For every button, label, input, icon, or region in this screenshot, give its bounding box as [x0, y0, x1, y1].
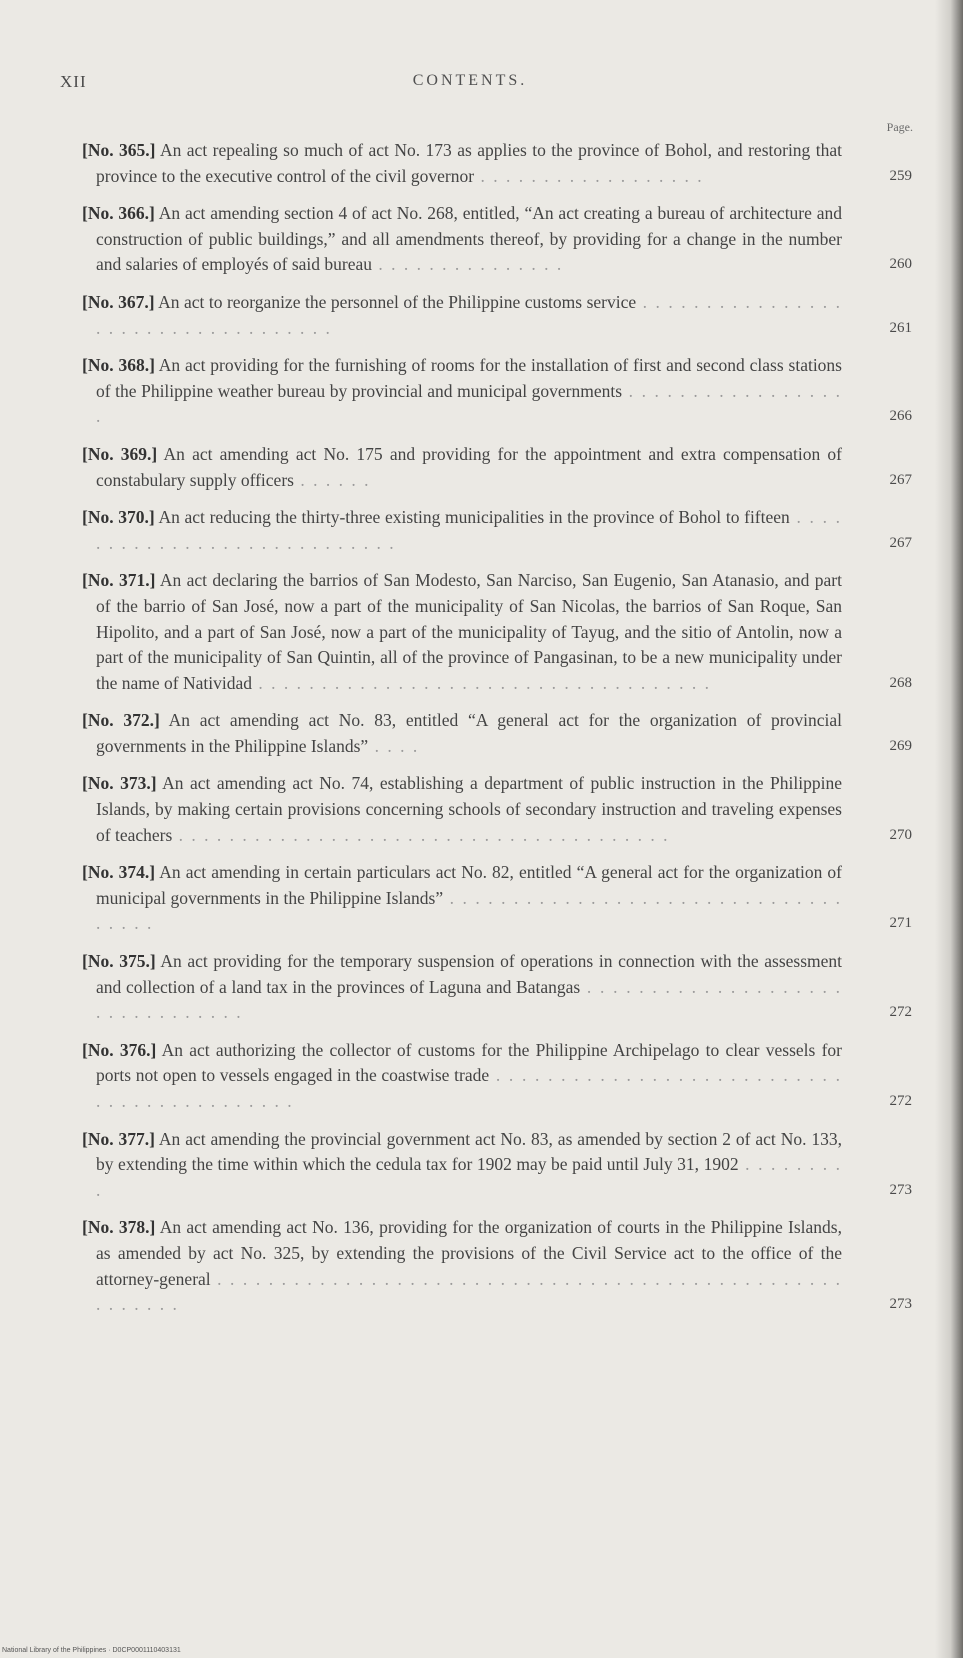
- entry-text: [82, 138, 842, 189]
- act-title: An act amending act No. 74, establishing a department of public instruction in the Philippine Islands, by making certain provisions concerning schools of secondary instruction and traveling expenses of teachers: [96, 773, 842, 845]
- entry-text: [82, 1038, 842, 1115]
- act-title: An act amending act No. 175 and providing for the appointment and extra compensation of constabulary supply officers: [96, 443, 842, 490]
- page-column-label: Page.: [886, 120, 913, 134]
- act-title: An act to reorganize the personnel of the Philippine customs service: [158, 291, 637, 312]
- contents-entry: [82, 138, 912, 189]
- page-number: 271: [889, 915, 912, 932]
- entry-text: [82, 708, 842, 759]
- dot-leaders: . . . . . . . . . . . . . . . . . . . . . . . . . . . . . . . .: [96, 976, 842, 1023]
- act-number: [No. 365.]: [82, 140, 156, 160]
- dot-leaders: . . . . . . . . .: [96, 1154, 842, 1200]
- contents-entry: [82, 708, 912, 759]
- act-title: An act amending section 4 of act No. 268, entitled, “An act creating a bureau of architecture and construction of public buildings,” and all amendments thereof, by providing for a change in the number and salaries of employés of said bureau: [96, 203, 842, 275]
- page-folio: XII: [60, 72, 87, 91]
- act-title: An act providing for the temporary suspension of operations in connection with the assessment and collection of a land tax in the provinces of Laguna and Batangas: [96, 951, 843, 997]
- act-number: [No. 374.]: [82, 862, 156, 883]
- entry-text: [82, 353, 842, 430]
- page-number: 272: [889, 1004, 912, 1021]
- page-number: 269: [889, 737, 912, 754]
- contents-entry: [82, 860, 912, 937]
- dot-leaders: . . . . . . . . . . . . . . . . . . . . . . . . . . . . . . . . . . . .: [252, 672, 711, 693]
- page-number: 273: [889, 1296, 912, 1313]
- entry-text: [82, 1215, 842, 1317]
- contents-entry: [82, 1038, 912, 1115]
- dot-leaders: . . . . . . . . . . . . . . . . . .: [96, 380, 842, 427]
- act-title: An act authorizing the collector of customs for the Philippine Archipelago to clear vessels for ports not open to vessels engaged in the coastwise trade: [96, 1039, 842, 1086]
- entry-text: [82, 290, 842, 341]
- page-number: 267: [889, 534, 912, 551]
- page-number: 270: [889, 826, 912, 843]
- contents-entry: [82, 442, 912, 493]
- page-edge-shadow: [935, 0, 963, 1658]
- act-title: An act amending act No. 136, providing for the organization of courts in the Philippine Islands, as amended by act No. 325, by extending the provisions of the Civil Service act to the office of the attorney-general: [96, 1217, 842, 1289]
- act-title: An act declaring the barrios of San Modesto, San Narciso, San Eugenio, San Atanasio, and part of the barrio of San José, now a part of the municipality of San Nicolas, the barrios of San Roque, San Hipolito, and a part of San José, now a part of the municipality of Tayug, and the sitio of Antolin, now a part of the municipality of San Quintin, all of the province of Pangasinan, to be a new municipality under the name of Natividad: [96, 570, 842, 693]
- page-number: 260: [889, 256, 912, 273]
- contents-entry: [82, 1215, 912, 1317]
- dot-leaders: . . . . . . . . . . . . . . . . . . . . . . . . . . . . . . . . . . .: [96, 291, 842, 338]
- act-title: An act amending act No. 83, entitled “A general act for the organization of provincial governments in the Philippine Islands”: [96, 710, 842, 756]
- contents-entry: [82, 568, 912, 696]
- dot-leaders: . . . . . . . . . . . . . . . . . . . . . . . . . . . . . . . . . . . .: [96, 887, 842, 934]
- act-number: [No. 376.]: [82, 1039, 157, 1060]
- dot-leaders: . . . . . .: [293, 469, 371, 490]
- entry-text: [82, 442, 842, 493]
- dot-leaders: . . . . . . . . . . . . . . . . . . . . . . . . . . . . . . . . . . . . . . .: [172, 824, 670, 845]
- act-number: [No. 372.]: [82, 710, 160, 731]
- contents-list: [82, 138, 912, 1318]
- dot-leaders: . . . . . . . . . . . . . . . . . . . . . . . . . . . .: [96, 507, 842, 553]
- act-number: [No. 369.]: [82, 443, 158, 464]
- dot-leaders: . . . . . . . . . . . . . . . . . .: [474, 165, 704, 186]
- page-number: 273: [889, 1181, 912, 1198]
- page-number: 266: [889, 408, 912, 425]
- dot-leaders: . . . . . . . . . . . . . . . . . . . . . . . . . . . . . . . . . . . . . . . . . . . . . . . . . . . . . . . .: [96, 1268, 842, 1315]
- page-number: 267: [889, 471, 912, 488]
- dot-leaders: . . . . . . . . . . . . . . . . . . . . . . . . . . . . . . . . . . . . . . . . . . .: [96, 1065, 842, 1111]
- act-number: [No. 366.]: [82, 203, 155, 224]
- contents-entry: [82, 771, 912, 848]
- entry-text: [82, 568, 842, 696]
- act-number: [No. 370.]: [82, 507, 155, 528]
- act-title: An act repealing so much of act No. 173 as applies to the province of Bohol, and restoring that province to the executive control of the civil governor: [96, 140, 842, 186]
- digitization-credit: National Library of the Philippines · D0CP0001110403131: [2, 1647, 181, 1654]
- page-number: 261: [889, 319, 912, 336]
- act-title: An act providing for the furnishing of rooms for the installation of first and second class stations of the Philippine weather bureau by provincial and municipal governments: [96, 355, 842, 401]
- act-title: An act amending the provincial government act No. 83, as amended by section 2 of act No. 133, by extending the time within which the cedula tax for 1902 may be paid until July 31, 1902: [96, 1128, 842, 1175]
- entry-text: [82, 505, 842, 556]
- contents-entry: [82, 1127, 912, 1204]
- act-title: An act amending in certain particulars act No. 82, entitled “A general act for the organization of municipal governments in the Philippine Islands”: [96, 862, 842, 908]
- act-number: [No. 377.]: [82, 1128, 155, 1149]
- page-number: 259: [889, 167, 912, 184]
- entry-text: [82, 201, 842, 278]
- dot-leaders: . . . . . . . . . . . . . . .: [372, 254, 564, 275]
- running-head: [60, 72, 880, 96]
- act-title: An act reducing the thirty-three existing municipalities in the province of Bohol to fifteen: [158, 507, 790, 528]
- entry-text: [82, 860, 842, 937]
- contents-entry: [82, 201, 912, 278]
- page-number: 268: [889, 674, 912, 691]
- act-number: [No. 368.]: [82, 355, 155, 376]
- act-number: [No. 378.]: [82, 1217, 156, 1238]
- contents-entry: [82, 949, 912, 1026]
- entry-text: [82, 771, 842, 848]
- contents-entry: [82, 353, 912, 430]
- contents-entry: [82, 290, 912, 341]
- act-number: [No. 367.]: [82, 291, 155, 312]
- entry-text: [82, 1127, 842, 1204]
- running-title: CONTENTS.: [412, 72, 528, 89]
- page-number: 272: [889, 1093, 912, 1109]
- act-number: [No. 371.]: [82, 570, 156, 591]
- entry-text: [82, 949, 842, 1026]
- act-number: [No. 373.]: [82, 773, 157, 794]
- dot-leaders: . . . .: [368, 735, 420, 756]
- contents-entry: [82, 505, 912, 556]
- act-number: [No. 375.]: [82, 951, 156, 972]
